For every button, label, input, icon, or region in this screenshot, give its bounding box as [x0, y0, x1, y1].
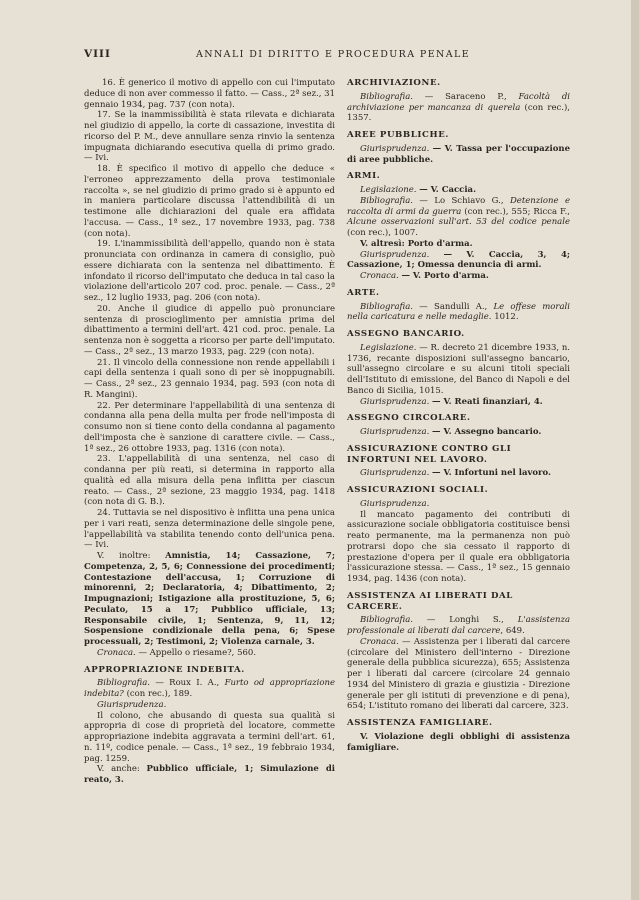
entry-17: 17. Se la inammissibilità è stata rilevata e dichiarata nel giudizio di appello, la corte di cassazione, investita di ricorso del P. M., deve annullare senza rinvio la sentenza impugnata dichiarando esecutiva quella di primo grado. — Ivi.	[84, 110, 335, 164]
heading-assicurazione-infortuni: ASSICURAZIONE CONTRO GLI INFORTUNI NEL LAVORO.	[347, 443, 512, 465]
aree-giurisprudenza	[347, 144, 570, 166]
heading-armi: ARMI.	[347, 171, 381, 182]
giurisprudenza-label: Giurisprudenza.	[360, 396, 430, 407]
entry-19: 19. L'inammissibilità dell'appello, quando non è stata pronunciata con ordinanza in camera di consiglio, può essere dichiarata con la sentenza nel dibattimento. È infondato il ricorso dell'imputato che deduca in tal caso la violazione dell'articolo 207 cod. proc. penale. — Cass., 2ª sez., 12 luglio 1933, pag. 206 (con nota).	[84, 239, 335, 303]
bibliografia-tail: (con rec.), 1357.	[347, 102, 570, 124]
legislazione-text: — R. decreto 21 dicembre 1933, n. 1736, recante disposizioni sull'assegno bancario, sull'assegno circolare e su alcuni titoli speciali dell'Istituto di emissione, del Banco di Napoli e del Banco di Sicilia, 1015.	[347, 342, 571, 396]
page-number: VIII	[84, 48, 111, 60]
giurisprudenza-label: Giurisprudenza.	[360, 498, 430, 509]
armi-bibliografia	[347, 196, 570, 239]
bibliografia-label: Bibliografia.	[360, 91, 413, 102]
bibliografia-title: Detenzione e raccolta di armi da guerra	[347, 195, 570, 217]
assicurazioni-sociali-text: Il mancato pagamento dei contributi di assicurazione sociale obbligatoria costituisce bensì reato permanente, ma la permanenza non può protrarsi dopo che sia cessato il rapporto di prestazione d'opera per il quale era obbligatoria l'assicurazione stessa. — Cass., 1ª sez., 15 gennaio 1934, pag. 1436 (con nota).	[347, 509, 570, 584]
see-also-refs: Amnistia, 14; Cassazione, 7; Competenza, 2, 5, 6; Connessione dei procedimenti; Contestazione dell'accusa, 1; Corruzione di minorenni, 2; Declaratoria, 4; Dibattimento, 2; Impugnazioni; Istigazione alla prostituzione, 5, 6; Peculato, 15 a 17; Pubblico ufficiale, 13; Responsabile civile, 1; Sentenza, 9, 11, 12; Sospensione condizionale della pena, 6; Spese processuali, 2; Testimoni, 2; Violenza carnale, 3.	[84, 551, 335, 647]
heading-assistenza-liberati: ASSISTENZA AI LIBERATI DAL CARCERE.	[347, 590, 513, 612]
see-also-intro: V. anche:	[97, 764, 147, 775]
assistenza-famigliare-text: V. Violazione degli obblighi di assistenza famigliare.	[347, 731, 570, 753]
bibliografia-author: — Saraceno P.,	[424, 91, 519, 102]
heading-assegno-circolare: ASSEGNO CIRCOLARE.	[347, 413, 471, 424]
giurisprudenza-text: — V. Caccia, 3, 4; Cassazione, 1; Omessa denuncia di armi.	[347, 249, 570, 271]
giurisprudenza-text: — V. Reati finanziari, 4.	[432, 396, 543, 407]
bibliografia-title: Le offese morali nella caricatura e nelle medaglie	[347, 301, 570, 323]
entry-23: 23. L'appellabilità di una sentenza, nel caso di condanna per più reati, si determina in rapporto alla qualità ed alla misura della pena inflitta per ciascun reato. — Cass., 2ª sezione, 23 maggio 1934, pag. 1418 (con nota di G. B.).	[84, 454, 335, 508]
bibliografia-title: L'assistenza professionale ai liberati dal carcere	[347, 615, 571, 636]
bibliografia-author: — Sandulli A.,	[419, 301, 494, 312]
bibliografia-tail: . 1012.	[488, 312, 519, 323]
bibliografia-title: Facoltà di archiviazione per mancanza di querela	[347, 91, 570, 113]
assistenza-liberati-bibliografia	[347, 615, 570, 637]
see-also-intro: V. inoltre:	[97, 551, 151, 561]
heading-aree-pubbliche: AREE PUBBLICHE.	[347, 130, 449, 140]
bibliografia-title-2: Alcune osservazioni sull'art. 53 del codice penale	[347, 217, 570, 228]
entry-16: 16. È generico il motivo di appello con cui l'imputato deduce di non aver commesso il fatto. — Cass., 2ª sez., 31 gennaio 1934, pag. 737 (con nota).	[84, 78, 335, 110]
legislazione-label: Legislazione.	[360, 342, 417, 353]
entry-24: 24. Tuttavia se nel dispositivo è inflitta una pena unica per i vari reati, senza determinazione delle singole pene, l'appellabilità va stabilita tenendo conto dell'unica pena. — Ivi.	[84, 508, 335, 551]
right-column	[347, 78, 570, 753]
entry-22: 22. Per determinare l'appellabilità di una sentenza di condanna alla pena della multa per frode nell'imposta di consumo non si tiene conto della condanna al pagamento dell'imposta che è sanzione di carattere civile. — Cass., 1ª sez., 26 ottobre 1933, pag. 1316 (con nota).	[84, 400, 335, 454]
cronaca-text: — V. Porto d'arma.	[401, 271, 489, 281]
armi-giurisprudenza	[347, 250, 570, 272]
cronaca-label: Cronaca.	[97, 647, 136, 658]
bibliografia-label: Bibliografia.	[360, 195, 413, 206]
giurisprudenza-label: Giurisprudenza.	[360, 427, 430, 437]
arte-bibliografia	[347, 302, 570, 324]
entry-20: 20. Anche il giudice di appello può pronunciare sentenza di proscioglimento per amnistia prima del dibattimento a termini dell'art. 421 cod. proc. penale. La sentenza non è soggetta a ricorso per parte dell'imputato. — Cass., 2ª sez., 13 marzo 1933, pag. 229 (con nota).	[84, 303, 335, 357]
bibliografia-author: — Roux I. A.,	[155, 678, 225, 689]
armi-legislazione	[347, 185, 570, 196]
cronaca-label: Cronaca.	[360, 636, 399, 647]
heading-assegno-bancario: ASSEGNO BANCARIO.	[347, 329, 465, 339]
assistenza-liberati-cronaca	[347, 637, 570, 712]
armi-cronaca	[347, 271, 570, 282]
appropriazione-giurisprudenza-text: Il colono, che abusando di questa sua qualità si appropria di cose di proprietà del locatore, commette appropriazione indebita aggravata a termini dell'art. 61, n. 11º, codice penale. — Cass., 1ª sez., 19 febbraio 1934, pag. 1259.	[84, 710, 335, 764]
see-also-block	[84, 551, 335, 648]
heading-appropriazione: APPROPRIAZIONE INDEBITA.	[84, 664, 245, 675]
entry-21: 21. Il vincolo della connessione non rende appellabili i capi della sentenza i quali sono di per sè inoppugnabili. — Cass., 2ª sez., 23 gennaio 1934, pag. 593 (con nota di R. Mangini).	[84, 357, 335, 400]
giurisprudenza-text: — V. Tassa per l'occupazione di aree pubbliche.	[347, 143, 570, 165]
heading-arte: ARTE.	[347, 287, 380, 298]
left-column	[84, 78, 335, 786]
appropriazione-see-also	[84, 764, 335, 786]
heading-archiviazione: ARCHIVIAZIONE.	[347, 78, 441, 88]
armi-see-also: V. altresì: Porto d'arma.	[360, 238, 473, 249]
giurisprudenza-label: Giurisprudenza.	[360, 143, 430, 154]
assegno-bancario-legislazione	[347, 343, 570, 397]
giurisprudenza-text: — V. Infortuni nel lavoro.	[432, 468, 552, 479]
heading-assistenza-famigliare: ASSISTENZA FAMIGLIARE.	[347, 718, 493, 728]
entry-18: 18. È specifico il motivo di appello che deduce « l'erroneo apprezzamento della prova testimoniale raccolta », se nel giudizio di primo grado si è appunto ed in maniera particolare discussa l'attendibilità di un testimone alle dichiarazioni del quale era affidata l'accusa. — Cass., 1ª sez., 17 novembre 1933, pag. 738 (con nota).	[84, 164, 335, 239]
giurisprudenza-label: Giurisprudenza.	[360, 249, 430, 260]
bibliografia-mid: (con rec.), 555; Ricca F.,	[461, 206, 570, 217]
bibliografia-tail: , 649.	[500, 626, 525, 636]
bibliografia-tail: (con rec.), 189.	[123, 689, 193, 699]
legislazione-text: — V. Caccia.	[419, 185, 477, 195]
bibliografia-label: Bibliografia.	[360, 301, 413, 312]
bibliografia-tail: (con rec.), 1007.	[347, 228, 418, 238]
bibliografia-author: — Lo Schiavo G.,	[419, 195, 510, 206]
assegno-circolare-giurisprudenza	[347, 427, 570, 438]
giurisprudenza-label: Giurisprudenza.	[97, 699, 167, 710]
cronaca-text: — Appello o riesame?, 560.	[138, 647, 257, 658]
heading-assicurazioni-sociali: ASSICURAZIONI SOCIALI.	[347, 485, 489, 495]
cronaca-text: — Assistenza per i liberati dal carcere (circolare del Ministero dell'interno - Direzione generale della pubblica sicurezza), 655; Assistenza per i liberati dal carcere (circolare 24 gennaio 1934 del Ministero di grazia e giustizia - Direzione generale per gli istituti di prevenzione e di pena), 654; L'istituto romano dei liberati dal carcere, 323.	[347, 636, 570, 712]
page-edge-shadow	[631, 0, 639, 900]
bibliografia-author: — Longhi S.,	[426, 615, 518, 626]
cronaca-block	[84, 648, 335, 659]
bibliografia-title: Furto od appropriazione indebita?	[84, 678, 336, 699]
running-title: ANNALI DI DIRITTO E PROCEDURA PENALE	[196, 49, 471, 60]
bibliografia-label: Bibliografia.	[97, 678, 150, 689]
see-also-refs: Pubblico ufficiale, 1; Simulazione di reato, 3.	[84, 764, 335, 785]
appropriazione-bibliografia	[84, 678, 335, 700]
legislazione-label: Legislazione.	[360, 185, 417, 195]
giurisprudenza-label: Giurisprudenza.	[360, 468, 430, 479]
giurisprudenza-text: — V. Assegno bancario.	[432, 427, 542, 437]
assegno-bancario-giurisprudenza	[347, 397, 570, 408]
archiviazione-bibliografia	[347, 92, 570, 124]
bibliografia-label: Bibliografia.	[360, 615, 413, 626]
cronaca-label: Cronaca.	[360, 271, 399, 281]
assicurazione-infortuni-giurisprudenza	[347, 468, 570, 479]
